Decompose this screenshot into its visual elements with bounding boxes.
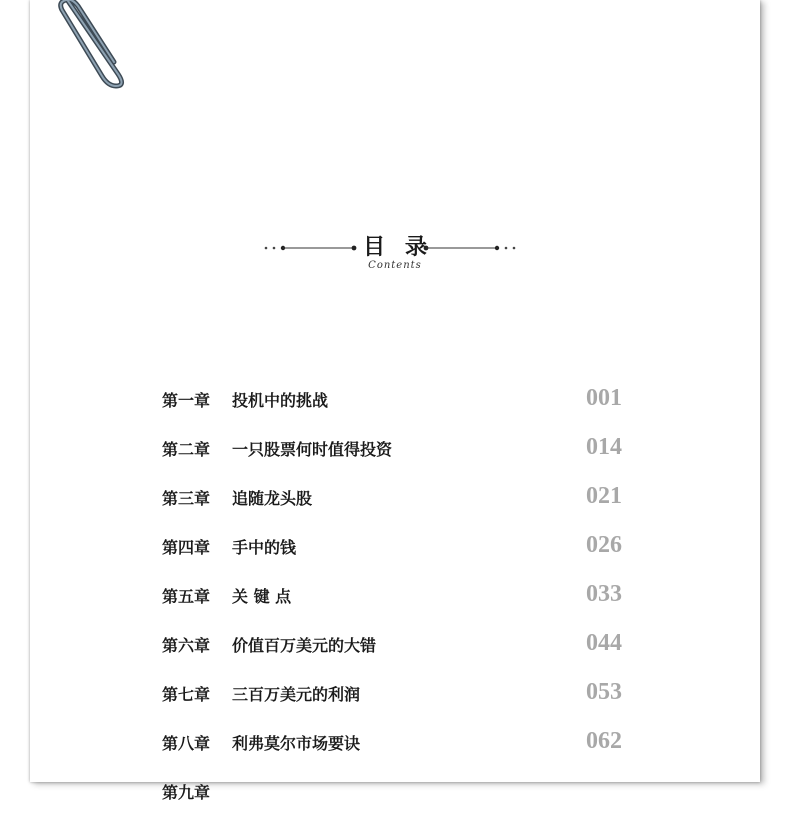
paperclip-icon xyxy=(56,0,140,90)
chapter-title: 一只股票何时值得投资 xyxy=(232,440,393,459)
chapter-title: 手中的钱 xyxy=(232,538,297,557)
toc-entry[interactable] xyxy=(162,481,632,530)
chapter-number: 第一章 xyxy=(162,391,211,410)
chapter-number: 第六章 xyxy=(162,636,211,655)
chapter-title: 投机中的挑战 xyxy=(232,391,329,410)
chapter-title: 价值百万美元的大错 xyxy=(232,636,377,655)
chapter-number: 第七章 xyxy=(162,685,211,704)
chapter-number: 第三章 xyxy=(162,489,211,508)
page-number: 033 xyxy=(586,581,622,607)
chapter-title: 三百万美元的利润 xyxy=(232,685,361,704)
chapter-number: 第五章 xyxy=(162,587,211,606)
chapter-number: 第九章 xyxy=(162,783,211,802)
toc-heading xyxy=(0,226,790,286)
page-number: 062 xyxy=(586,728,622,754)
chapter-number: 第四章 xyxy=(162,538,211,557)
chapter-number: 第八章 xyxy=(162,734,211,753)
page-number: 021 xyxy=(586,483,622,509)
toc-entry[interactable] xyxy=(162,579,632,628)
chapter-number: 第二章 xyxy=(162,440,211,459)
page-number: 014 xyxy=(586,434,622,460)
page-number: 001 xyxy=(586,385,622,411)
page-number: 044 xyxy=(586,630,622,656)
page-number: 026 xyxy=(586,532,622,558)
page-number: 053 xyxy=(586,679,622,705)
chapter-title: 利弗莫尔市场要诀 xyxy=(232,734,361,753)
toc-title: 目 录 xyxy=(363,234,433,260)
toc-subtitle: Contents xyxy=(368,260,422,271)
toc-entry[interactable] xyxy=(162,726,632,775)
toc-entry[interactable] xyxy=(162,383,632,432)
chapter-title: 关 键 点 xyxy=(232,587,292,606)
toc-entry[interactable] xyxy=(162,530,632,579)
toc-entry[interactable] xyxy=(162,432,632,481)
chapter-title: 追随龙头股 xyxy=(232,489,313,508)
toc-entry[interactable] xyxy=(162,775,632,824)
table-of-contents xyxy=(162,383,632,802)
toc-entry[interactable] xyxy=(162,677,632,726)
toc-entry[interactable] xyxy=(162,628,632,677)
